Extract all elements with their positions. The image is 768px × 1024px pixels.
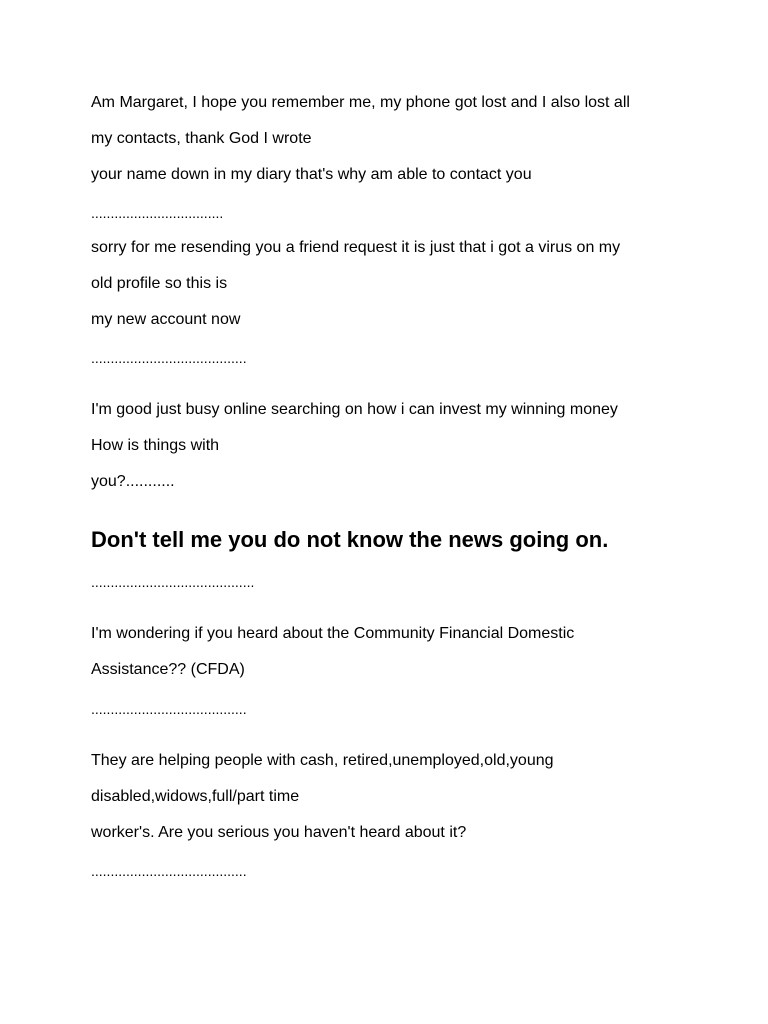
text-line: I'm wondering if you heard about the Community Financial Domestic xyxy=(91,625,575,642)
text-line: worker's. Are you serious you haven't heard about it? xyxy=(91,824,467,841)
text-line: How is things with xyxy=(91,437,220,454)
text-line: my contacts, thank God I wrote xyxy=(91,130,312,147)
dotted-separator: ........................................ xyxy=(91,701,247,717)
text-line: your name down in my diary that's why am able to contact you xyxy=(91,166,532,183)
dotted-separator: ........................................ xyxy=(91,350,247,366)
text-line: my new account now xyxy=(91,311,241,328)
text-line: Assistance?? (CFDA) xyxy=(91,661,245,678)
dotted-separator: .......................................... xyxy=(91,574,255,590)
text-line: They are helping people with cash, retired,unemployed,old,young xyxy=(91,752,554,769)
text-line: sorry for me resending you a friend request it is just that i got a virus on my xyxy=(91,239,621,256)
bold-heading: Don't tell me you do not know the news going on. xyxy=(91,527,609,552)
dotted-separator: .................................. xyxy=(91,205,224,221)
text-line: old profile so this is xyxy=(91,275,228,292)
text-line: I'm good just busy online searching on how i can invest my winning money xyxy=(91,401,618,418)
text-line: you?........... xyxy=(91,473,175,490)
text-line: Am Margaret, I hope you remember me, my phone got lost and I also lost all xyxy=(91,94,630,111)
dotted-separator: ........................................ xyxy=(91,863,247,879)
text-line: disabled,widows,full/part time xyxy=(91,788,300,805)
